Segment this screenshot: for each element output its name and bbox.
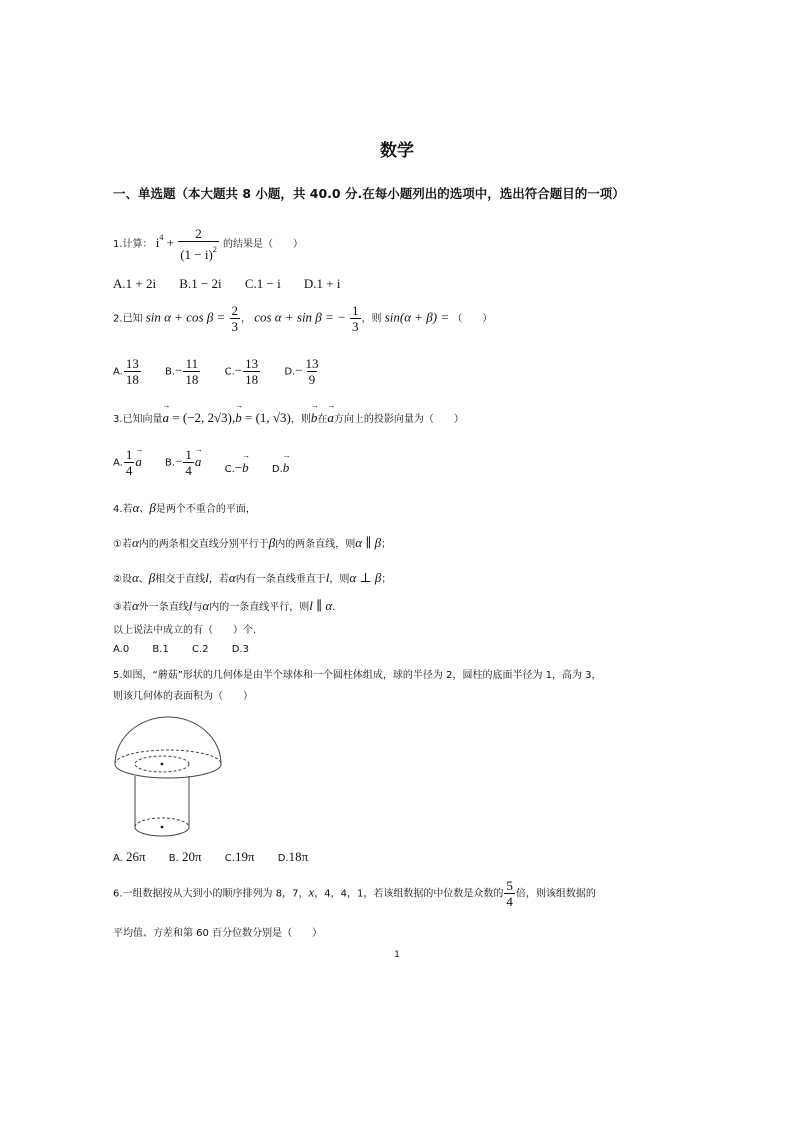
q5-options — [113, 849, 328, 865]
q5-option-c — [225, 849, 255, 865]
q4-s3-d: 内的一条直线平行，则 — [209, 602, 310, 613]
q3-option-c-sign: − — [234, 459, 243, 475]
q4-s2-g: ； — [381, 574, 392, 585]
q3-option-b-label: B. — [165, 457, 176, 469]
q6-suffix: 倍，则该组数据的 — [515, 888, 596, 900]
q2-option-d-num: 13 — [305, 356, 319, 371]
q3-option-d-label: D. — [271, 463, 283, 475]
q2-middle: ，则 — [361, 313, 382, 325]
q2-option-b-num: 11 — [185, 356, 199, 371]
q5-line-1: 5.如图，“蘑菇”形状的几何体是由半个球体和一个圆柱体组成，球的半径为 2，圆柱的底面半径为 1，高为 3， — [113, 670, 602, 681]
q1-option-b: B.1 − 2i — [179, 276, 222, 291]
q1-option-d: D.1 + i — [303, 276, 341, 291]
q4-s2-c: ，若 — [208, 574, 229, 585]
q1-suffix: 的结果是（ ） — [223, 239, 303, 250]
q3-option-b-sign: − — [175, 453, 183, 469]
q4-option-c: C.2 — [192, 644, 209, 655]
q3-option-a-frac — [124, 447, 135, 478]
q3-options — [113, 447, 309, 478]
q3-expr-b: = (1, √3) — [241, 410, 291, 425]
q4-options — [113, 644, 269, 655]
q2-option-c — [225, 356, 262, 387]
q3-expr-a: = (−2, 2√3), — [169, 410, 236, 425]
q3-option-d — [272, 460, 289, 476]
q2-num1: 2 — [231, 303, 239, 318]
q2-option-d-den: 9 — [308, 372, 316, 387]
q3-mid2: 在 — [317, 414, 328, 425]
q6-denominator: 4 — [506, 894, 513, 909]
q3-option-b-frac — [183, 447, 194, 478]
q5-option-b-label: B. — [168, 853, 179, 864]
q4-s2-b: 相交于直线 — [155, 574, 206, 585]
q2-option-a-num: 13 — [125, 356, 139, 371]
q4-s2-l: l — [205, 570, 209, 585]
q1-exponent: 4 — [159, 233, 164, 242]
q5-option-d — [278, 849, 308, 865]
q6-x: x — [308, 884, 315, 900]
q2-comma: ， — [241, 313, 252, 325]
q4-s2-alpha2: α — [228, 570, 236, 585]
q4-s1-d: α ∥ β — [355, 535, 382, 550]
q6-mid: ，4，4，1，若该组数据的中位数是众数的 — [314, 888, 504, 900]
q4-statement-2 — [113, 570, 391, 586]
q4-option-a: A.0 — [113, 644, 130, 655]
q2-option-a-label: A. — [113, 366, 123, 378]
q2-option-c-den: 18 — [245, 372, 259, 387]
q4-statement-1 — [113, 535, 391, 551]
q4-intro: 4.若 — [113, 504, 133, 515]
q3-vector-a-ref: → a — [327, 410, 334, 426]
q2-option-a — [113, 356, 142, 387]
q5-option-c-label: C. — [224, 853, 235, 864]
q1-i: i — [155, 235, 160, 250]
q4-s2-e: ，则 — [329, 574, 350, 585]
base-ellipse-back — [115, 750, 221, 764]
q6-numerator: 5 — [506, 878, 513, 893]
q3-vector-b-ref: → b — [311, 410, 318, 426]
q4-s2-f: α ⊥ β — [349, 570, 382, 585]
question-1 — [113, 226, 303, 262]
q5-option-b-value: 20π — [182, 849, 202, 864]
q2-suffix: （ ） — [452, 313, 493, 325]
q2-option-d-sign: − — [295, 362, 303, 378]
q2-option-d-frac — [304, 356, 321, 387]
q1-fraction — [178, 226, 219, 262]
q4-s1-a: ①若 — [113, 539, 132, 550]
q4-s3-l: l — [188, 598, 193, 613]
q5-option-a-value: 26π — [126, 849, 146, 864]
q6-line-1 — [113, 878, 596, 909]
q1-option-c: C.1 − i — [244, 276, 281, 291]
section-heading: 一、单选题（本大题共 8 小题，共 40.0 分.在每小题列出的选项中，选出符合题目的一项） — [113, 186, 625, 201]
q1-plus: + — [163, 235, 178, 250]
q2-option-d — [284, 356, 321, 387]
q2-option-d-label: D. — [284, 366, 296, 378]
q4-option-d: D.3 — [231, 644, 249, 655]
q3-option-a — [113, 447, 142, 478]
q4-s3-c: 与 — [192, 602, 203, 613]
q2-den1: 3 — [231, 319, 239, 334]
q2-options — [113, 356, 342, 387]
q3-option-b — [165, 447, 201, 478]
q4-beta: β — [149, 500, 156, 515]
q4-s3-b: 外一条直线 — [138, 602, 189, 613]
q3-option-a-vector: → a — [135, 454, 142, 470]
q4-s3-alpha2: α — [202, 598, 210, 613]
q4-s3-f: . — [332, 602, 336, 613]
q3-prefix: 3.已知向量 — [113, 414, 163, 425]
q6-prefix: 6.一组数据按从大到小的顺序排列为 8，7， — [113, 888, 309, 900]
q6-fraction — [504, 878, 515, 909]
q3-option-c-label: C. — [224, 463, 235, 475]
q2-expr3: sin(α + β) = — [384, 309, 450, 325]
q3-option-a-num: 1 — [125, 447, 133, 462]
q4-s2-d: 内有一条直线垂直于 — [235, 574, 326, 585]
question-2 — [113, 303, 492, 334]
q1-options — [113, 276, 361, 292]
q2-prefix: 2.已知 — [113, 313, 143, 325]
q3-mid1: ，则 — [290, 414, 311, 425]
q4-s1-c: 内的两条直线，则 — [275, 539, 356, 550]
q2-den2: 3 — [352, 319, 359, 334]
q2-option-b — [165, 356, 201, 387]
page-number: 1 — [394, 950, 400, 960]
bottom-center-dot — [161, 826, 164, 829]
q2-frac1 — [230, 303, 241, 334]
q5-option-b — [169, 849, 202, 865]
q2-expr2: cos α + sin β = − — [254, 309, 346, 325]
q2-option-b-den: 18 — [185, 372, 199, 387]
q4-s3-e: l ∥ α — [309, 598, 333, 613]
q4-s1-beta: β — [268, 535, 276, 550]
q1-prefix: 1.计算： — [113, 239, 153, 250]
q2-option-c-frac — [243, 356, 260, 387]
q2-option-b-sign: − — [175, 362, 183, 378]
q2-option-a-frac — [124, 356, 141, 387]
q2-option-b-label: B. — [165, 366, 176, 378]
q5-option-a-label: A. — [113, 853, 123, 864]
q2-num2: 1 — [352, 303, 359, 318]
q4-s1-alpha: α — [131, 535, 139, 550]
q4-s2-beta: β — [148, 570, 156, 585]
q2-option-b-frac — [183, 356, 200, 387]
q6-line-2: 平均值、方差和第 60 百分位数分别是（ ） — [113, 928, 323, 939]
q4-s3-alpha: α — [131, 598, 139, 613]
q2-option-c-sign: − — [234, 362, 243, 378]
q4-alpha: α — [132, 500, 140, 515]
q1-denominator — [178, 241, 219, 262]
q1-option-a: A.1 + 2i — [113, 276, 157, 291]
hemisphere-outline — [115, 717, 221, 764]
q3-suffix: 方向上的投影向量为（ ） — [333, 414, 464, 425]
question-4 — [113, 500, 256, 516]
q1-numerator: 2 — [195, 226, 202, 241]
q4-s1-b: 内的两条相交直线分别平行于 — [138, 539, 269, 550]
q4-s2-alpha: α — [131, 570, 139, 585]
q3-vector-a: → a — [163, 410, 170, 426]
q4-s2-sep: 、 — [138, 574, 149, 585]
q1-den-exponent: 2 — [212, 245, 217, 254]
page-title: 数学 — [380, 141, 414, 161]
q3-option-a-label: A. — [113, 457, 123, 469]
q4-s1-e: ； — [381, 539, 392, 550]
q2-option-c-num: 13 — [245, 356, 259, 371]
base-ellipse-front — [115, 764, 221, 778]
q3-option-b-den: 4 — [185, 463, 192, 478]
question-3 — [113, 410, 464, 426]
q3-option-d-vector: → b — [283, 460, 290, 476]
q4-s2-l2: l — [325, 570, 330, 585]
q2-frac2 — [350, 303, 361, 334]
q5-option-d-label: D. — [277, 853, 289, 864]
top-center-dot — [161, 763, 164, 766]
q3-option-b-vector: → a — [195, 454, 202, 470]
q4-sep: 、 — [139, 504, 150, 515]
q3-option-c-vector: → b — [242, 460, 249, 476]
q2-option-a-den: 18 — [125, 372, 139, 387]
q1-den-text: (1 − i) — [180, 247, 213, 262]
q3-vector-b: → b — [235, 410, 242, 426]
q3-option-a-den: 4 — [125, 463, 133, 478]
q3-option-b-num: 1 — [185, 447, 192, 462]
q5-line-2: 则该几何体的表面积为（ ） — [113, 691, 253, 702]
q4-statement-3 — [113, 598, 335, 614]
q4-option-b: B.1 — [152, 644, 169, 655]
q2-expr1: sin α + cos β = — [145, 309, 226, 325]
q3-option-c — [225, 460, 249, 476]
mushroom-figure — [112, 712, 224, 842]
q5-option-c-value: 19π — [234, 849, 255, 864]
q5-option-d-value: 18π — [288, 849, 309, 864]
q4-s2-a: ②设 — [113, 574, 132, 585]
q5-option-a — [113, 849, 146, 865]
q4-s3-a: ③若 — [113, 602, 132, 613]
q4-question: 以上说法中成立的有（ ）个. — [113, 625, 257, 636]
q2-option-c-label: C. — [224, 366, 235, 378]
q4-intro-end: 是两个不重合的平面， — [155, 504, 256, 515]
